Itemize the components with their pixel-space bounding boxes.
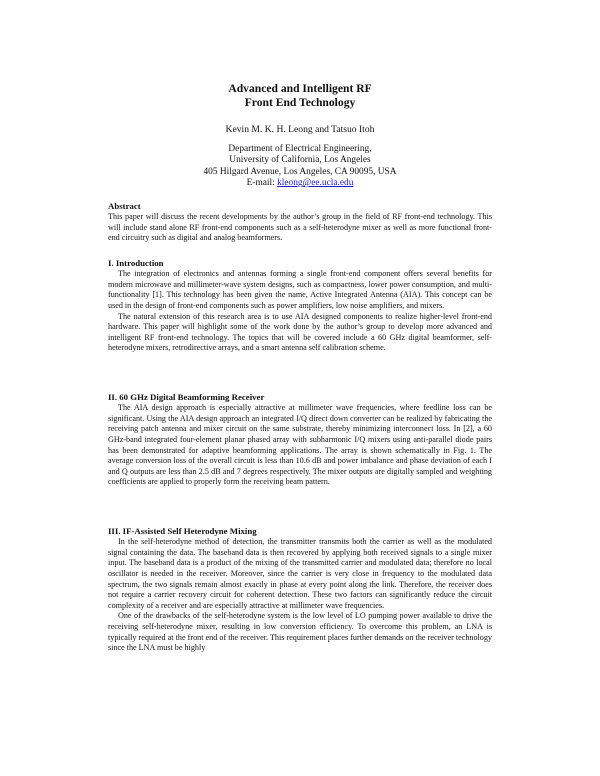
affiliation-email-line — [0, 178, 600, 189]
paper-title — [0, 82, 600, 110]
section-paragraph: In the self-heterodyne method of detection, the transmitter transmits both the carrier as well as the modulated signal containing the data. The baseband data is then recovered by applying both received signals to a single mixer input. The baseband data is a product of the mixing of the transmitted carrier and modulated data; therefore no local oscillator is needed in the receiver. Moreover, since the carrier is very close in frequency to the modulated data spectrum, the two signals remain almost exactly in phase at every point along the link. Therefore, the receiver does not require a carrier recovery circuit for coherent detection. These two factors can significantly reduce the circuit complexity of a receiver and are especially attractive at millimeter wave frequencies. — [108, 537, 492, 610]
title-line-2: Front End Technology — [244, 96, 356, 109]
section-heading: I. Introduction — [108, 258, 164, 268]
affiliation-department: Department of Electrical Engineering, — [228, 144, 372, 154]
section-digital-beamforming — [108, 392, 492, 488]
section-self-heterodyne — [108, 526, 492, 654]
section-paragraph: The integration of electronics and antennas forming a single front-end component offers several benefits for modern microwave and millimeter-wave system designs, such as compactness, lower power consumption, and multi-functionality [1]. This technology has been given the name, Active Integrated Antenna (AIA). This concept can be used in the design of front-end components such as power amplifiers, low noise amplifiers, and mixers. — [108, 269, 492, 310]
abstract-section — [108, 201, 492, 244]
abstract-heading: Abstract — [108, 201, 141, 211]
affiliation-university: University of California, Los Angeles — [229, 155, 371, 166]
section-heading: III. IF-Assisted Self Heterodyne Mixing — [108, 526, 257, 536]
section-introduction — [108, 258, 492, 354]
affiliation-block — [0, 144, 600, 190]
abstract-text: This paper will discuss the recent developments by the author’s group in the field of RF front-end technology. This will include stand alone RF front-end components such as a self-heterodyne mixer as well as more functional front-end circuitry such as digital and analog beamformers. — [108, 212, 492, 243]
section-heading: II. 60 GHz Digital Beamforming Receiver — [108, 392, 265, 402]
title-line-1: Advanced and Intelligent RF — [228, 82, 372, 95]
email-label: E-mail: — [246, 178, 278, 189]
author-list: Kevin M. K. H. Leong and Tatsuo Itoh — [225, 124, 375, 135]
section-paragraph: The natural extension of this research area is to use AIA designed components to realize higher-level front-end hardware. This paper will highlight some of the work done by the author’s group to develop more advanced and intelligent RF front-end technology. The topics that will be covered include a 60 GHz digital beamformer, self-heterodyne mixers, retrodirective arrays, and a smart antenna self calibration scheme. — [108, 311, 492, 353]
affiliation-address: 405 Hilgard Avenue, Los Angeles, CA 90095, USA — [203, 166, 397, 177]
section-paragraph: One of the drawbacks of the self-heterodyne system is the low level of LO pumping power available to drive the receiving self-heterodyne mixer, resulting in low conversion efficiency. To overcome this problem, an LNA is typically required at the front end of the receiver. This requirement places further demands on the receiver technology since the LNA must be highly — [108, 611, 492, 653]
section-paragraph: The AIA design approach is especially attractive at millimeter wave frequencies, where feedline loss can be significant. Using the AIA design approach an integrated I/Q direct down converter can be realized by fabricating the receiving patch antenna and mixer circuit on the same substrate, thereby minimizing interconnect loss. In [2], a 60 GHz-band integrated four-element planar phased array with subharmonic I/Q mixers using anti-parallel diode pairs has been demonstrated for adaptive beamforming applications. The array is shown schematically in Fig. 1. The average conversion loss of the overall circuit is less than 10.6 dB and power imbalance and phase deviation of each I and Q outputs are less than 2.5 dB and 7 degrees respectively. The mixer outputs are digitally sampled and weighting coefficients are applied to properly form the receiving beam pattern. — [108, 403, 492, 487]
email-link[interactable]: kleong@ee.ucla.edu — [277, 178, 354, 189]
